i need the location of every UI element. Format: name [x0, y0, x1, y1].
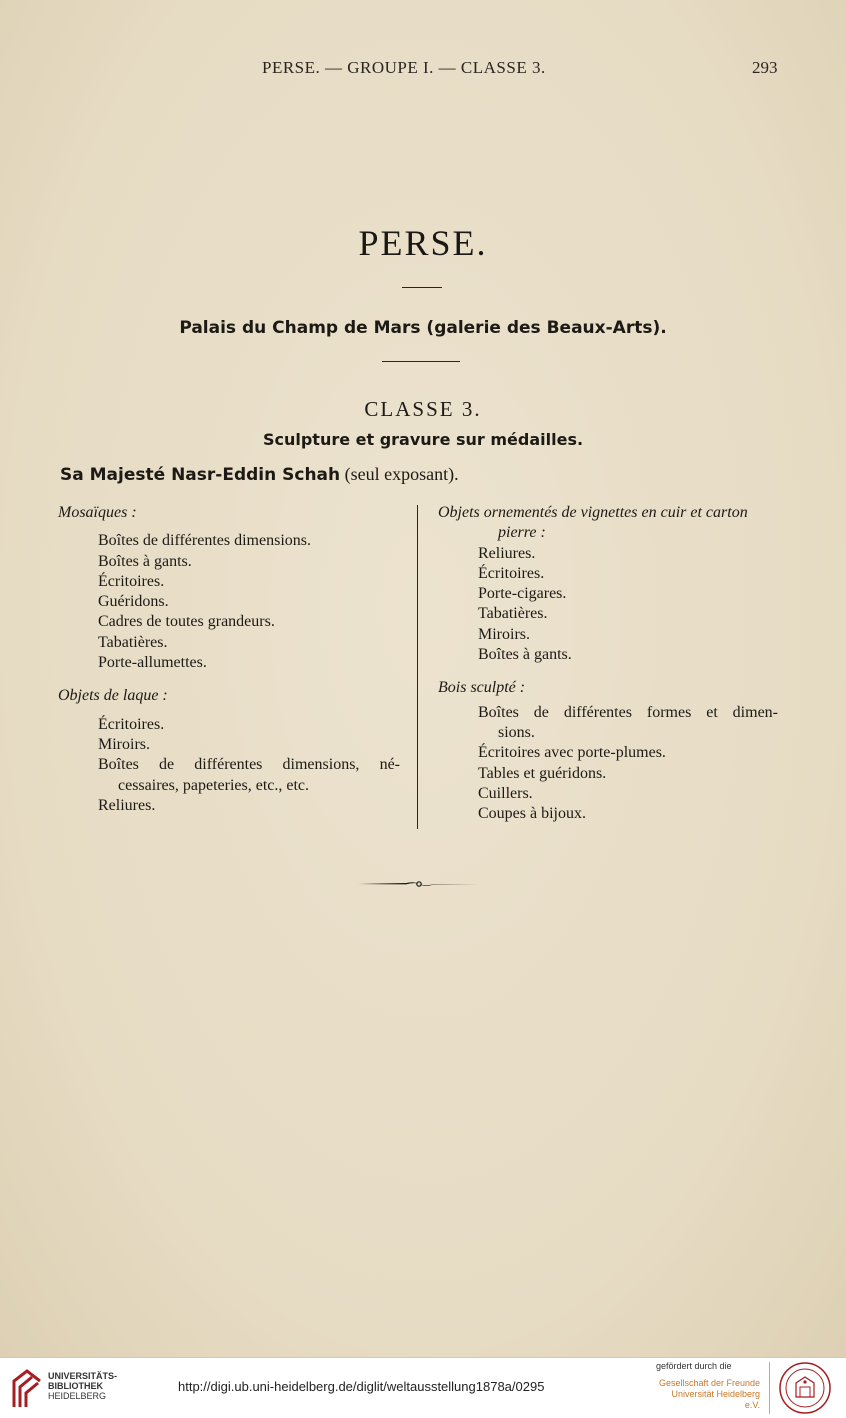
ornementes-heading: Objets ornementés de vignettes en cuir et carton [438, 504, 748, 521]
left-column [58, 503, 400, 816]
running-head-title: PERSE. — GROUPE I. — CLASSE 3. [262, 58, 546, 77]
list-item: Boîtes de différentes formes et dimen- [478, 703, 778, 721]
right-column [438, 503, 778, 824]
list-item: Écritoires. [478, 564, 545, 582]
library-name-line: HEIDELBERG [48, 1391, 107, 1401]
library-name [48, 1371, 117, 1401]
footer-separator [769, 1362, 770, 1414]
end-ornament [358, 876, 480, 892]
laque-heading: Objets de laque : [58, 687, 168, 705]
library-name-line: UNIVERSITÄTS- [48, 1371, 118, 1381]
page-title: PERSE. [358, 223, 488, 263]
library-logo-icon [10, 1367, 44, 1409]
title-rule [402, 287, 442, 288]
list-item: Écritoires. [98, 572, 165, 590]
list-item: Boîtes de différentes dimensions, né- [98, 756, 400, 774]
list-item: Écritoires. [98, 715, 165, 733]
classe-title: CLASSE 3. [364, 397, 482, 421]
list-item: Tables et guéridons. [478, 764, 607, 782]
list-item: Tabatières. [478, 605, 548, 623]
bois-heading: Bois sculpté : [438, 679, 526, 697]
list-item-continuation: cessaires, papeteries, etc., etc. [118, 776, 310, 794]
list-item: Boîtes à gants. [98, 552, 192, 570]
society-name [656, 1378, 760, 1411]
exhibitor-line [60, 464, 459, 485]
list-item: Reliures. [98, 796, 156, 814]
list-item: Cuillers. [478, 784, 533, 802]
list-item: Miroirs. [478, 625, 530, 643]
list-item: Guéridons. [98, 593, 169, 611]
ornementes-heading-cont: pierre : [498, 524, 546, 542]
list-item: Tabatières. [98, 633, 168, 651]
list-item: Porte-cigares. [478, 585, 567, 603]
classe-subtitle: Sculpture et gravure sur médailles. [262, 430, 584, 449]
list-item: Cadres de toutes grandeurs. [98, 613, 275, 631]
column-divider [417, 505, 418, 829]
list-item: Écritoires avec porte-plumes. [478, 744, 666, 762]
list-item: Miroirs. [98, 735, 150, 753]
permalink-url[interactable]: http://digi.ub.uni-heidelberg.de/diglit/weltausstellung1878a/0295 [178, 1379, 545, 1394]
university-seal-icon [778, 1361, 832, 1415]
society-name-line: Gesellschaft der Freunde [658, 1378, 760, 1388]
list-item: Coupes à bijoux. [478, 805, 586, 823]
list-item: Boîtes à gants. [478, 646, 572, 664]
mosaiques-heading: Mosaïques : [58, 504, 137, 521]
running-head [0, 58, 846, 80]
exhibitor-note: (seul exposant). [344, 464, 459, 484]
library-name-line: BIBLIOTHEK [48, 1381, 103, 1391]
list-item: Reliures. [478, 544, 536, 562]
list-item: Boîtes de différentes dimensions. [98, 532, 311, 550]
list-item: Porte-allumettes. [98, 654, 207, 672]
society-name-line: Universität Heidelberg e.V. [671, 1389, 760, 1410]
page-number: 293 [752, 58, 778, 77]
venue-subtitle: Palais du Champ de Mars (galerie des Beaux-Arts). [179, 318, 667, 338]
subtitle-rule [382, 361, 460, 362]
exhibitor-name: Sa Majesté Nasr-Eddin Schah [60, 465, 341, 485]
support-label: gefördert durch die [656, 1361, 732, 1371]
list-item-continuation: sions. [498, 723, 535, 741]
digitization-footer [0, 1357, 846, 1418]
